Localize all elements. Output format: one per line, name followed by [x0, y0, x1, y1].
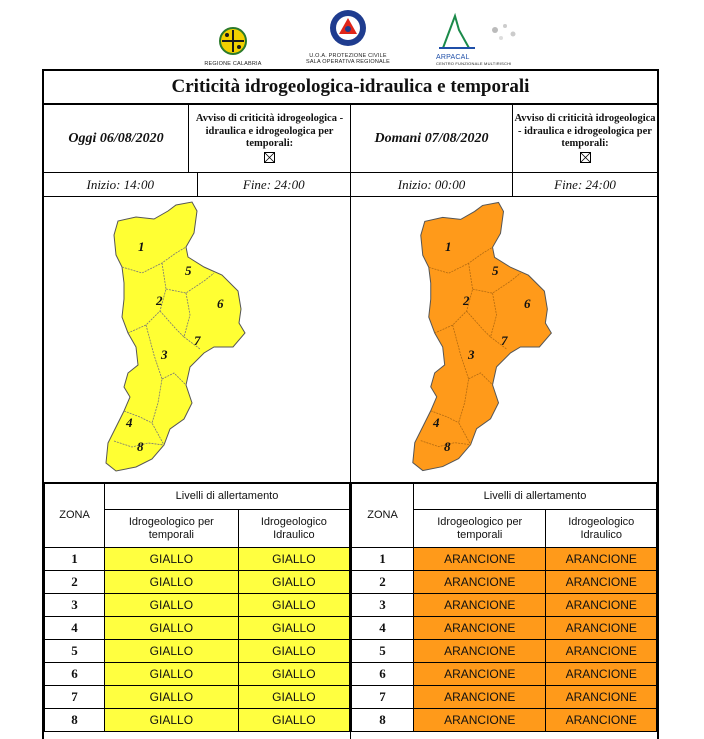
- zone-label-4: 4: [433, 415, 440, 430]
- table-row: [352, 548, 657, 571]
- temporali-level-cell: GIALLO: [105, 594, 239, 617]
- bulletin-card: [42, 69, 659, 739]
- table-row: [45, 617, 350, 640]
- table-row: [45, 571, 350, 594]
- avviso-checkbox-icon: [264, 152, 275, 163]
- fine-time: Fine: 24:00: [242, 176, 305, 192]
- table-row: [45, 594, 350, 617]
- table-row: [352, 686, 657, 709]
- zona-cell: 2: [45, 571, 105, 594]
- arpacal-mountain-icon: [435, 10, 525, 50]
- idraulico-level-cell: GIALLO: [238, 594, 349, 617]
- col-idraulico-header: Idrogeologico Idraulico: [238, 510, 349, 548]
- idraulico-level-cell: ARANCIONE: [546, 663, 657, 686]
- logo-bar: [0, 0, 704, 70]
- idraulico-level-cell: GIALLO: [238, 663, 349, 686]
- alert-table: [351, 483, 657, 732]
- zone-label-5: 5: [492, 263, 499, 278]
- zona-cell: 7: [352, 686, 414, 709]
- temporali-level-cell: GIALLO: [105, 548, 239, 571]
- idraulico-level-cell: ARANCIONE: [546, 594, 657, 617]
- zone-label-3: 3: [161, 347, 168, 362]
- zone-label-3: 3: [468, 347, 475, 362]
- zona-cell: 3: [352, 594, 414, 617]
- arpacal-logo: [430, 10, 530, 67]
- zona-cell: 8: [352, 709, 414, 732]
- zona-cell: 6: [352, 663, 414, 686]
- table-row: [352, 640, 657, 663]
- arpacal-caption: ARPACAL: [436, 54, 470, 61]
- regione-calabria-caption: REGIONE CALABRIA: [204, 61, 262, 67]
- temporali-level-cell: ARANCIONE: [414, 571, 546, 594]
- arpacal-subcaption: CENTRO FUNZIONALE MULTIRISCHI: [436, 61, 512, 66]
- zone-label-7: 7: [194, 333, 201, 348]
- zone-label-7: 7: [501, 333, 508, 348]
- inizio-time: Inizio: 14:00: [44, 173, 198, 196]
- table-row: [352, 594, 657, 617]
- zona-cell: 1: [45, 548, 105, 571]
- bulletin-title: Criticità idrogeologica-idraulica e temporali: [44, 71, 657, 105]
- avviso-box: [189, 105, 350, 172]
- date-label: Domani 07/08/2020: [351, 105, 513, 172]
- idraulico-level-cell: GIALLO: [238, 686, 349, 709]
- avviso-text: Avviso di criticità idrogeologica - idraulica e idrogeologica per temporali:: [514, 113, 656, 149]
- idraulico-level-cell: ARANCIONE: [546, 548, 657, 571]
- protezione-civile-caption-2: SALA OPERATIVA REGIONALE: [305, 59, 391, 65]
- regione-calabria-logo: [200, 26, 266, 67]
- inizio-time: Inizio: 00:00: [351, 173, 513, 196]
- idraulico-level-cell: ARANCIONE: [546, 640, 657, 663]
- date-label: Oggi 06/08/2020: [44, 105, 189, 172]
- regione-calabria-emblem-icon: [218, 26, 248, 56]
- avviso-box: [513, 105, 657, 172]
- day-panel-today: [44, 105, 351, 739]
- temporali-level-cell: ARANCIONE: [414, 709, 546, 732]
- temporali-level-cell: ARANCIONE: [414, 617, 546, 640]
- zona-cell: 4: [352, 617, 414, 640]
- table-row: [352, 663, 657, 686]
- zone-label-1: 1: [138, 239, 145, 254]
- table-row: [352, 709, 657, 732]
- zona-header: ZONA: [45, 484, 105, 548]
- temporali-level-cell: GIALLO: [105, 686, 239, 709]
- zone-label-8: 8: [444, 439, 451, 454]
- temporali-level-cell: ARANCIONE: [414, 548, 546, 571]
- temporali-level-cell: ARANCIONE: [414, 663, 546, 686]
- fine-time: Fine: 24:00: [554, 176, 616, 192]
- avviso-checkbox-icon: [580, 152, 591, 163]
- temporali-level-cell: GIALLO: [105, 709, 239, 732]
- temporali-level-cell: ARANCIONE: [414, 594, 546, 617]
- zone-label-6: 6: [524, 296, 531, 311]
- avviso-text: Avviso di criticità idrogeologica - idraulica e idrogeologica per temporali:: [195, 113, 344, 149]
- zone-label-2: 2: [156, 293, 163, 308]
- table-row: [352, 571, 657, 594]
- protezione-civile-emblem-icon: [326, 8, 370, 48]
- zona-header: ZONA: [352, 484, 414, 548]
- zona-cell: 2: [352, 571, 414, 594]
- zone-label-8: 8: [137, 439, 144, 454]
- temporali-level-cell: GIALLO: [105, 571, 239, 594]
- alert-rows: [45, 548, 350, 732]
- zona-cell: 4: [45, 617, 105, 640]
- zona-cell: 7: [45, 686, 105, 709]
- zona-cell: 8: [45, 709, 105, 732]
- table-row: [45, 709, 350, 732]
- idraulico-level-cell: ARANCIONE: [546, 686, 657, 709]
- zone-label-4: 4: [126, 415, 133, 430]
- zone-label-2: 2: [463, 293, 470, 308]
- temporali-level-cell: ARANCIONE: [414, 686, 546, 709]
- table-row: [45, 686, 350, 709]
- idraulico-level-cell: GIALLO: [238, 640, 349, 663]
- table-row: [352, 617, 657, 640]
- idraulico-level-cell: ARANCIONE: [546, 617, 657, 640]
- idraulico-level-cell: GIALLO: [238, 709, 349, 732]
- levels-header: Livelli di allertamento: [105, 484, 350, 510]
- temporali-level-cell: GIALLO: [105, 663, 239, 686]
- zone-map: [44, 197, 350, 483]
- temporali-level-cell: GIALLO: [105, 617, 239, 640]
- table-row: [45, 663, 350, 686]
- col-temporali-header: Idrogeologico per temporali: [105, 510, 239, 548]
- zone-map: [351, 197, 657, 483]
- day-panel-tomorrow: [351, 105, 657, 739]
- table-row: [45, 640, 350, 663]
- idraulico-level-cell: GIALLO: [238, 548, 349, 571]
- zone-label-1: 1: [445, 239, 452, 254]
- protezione-civile-logo: [296, 8, 400, 65]
- zone-label-5: 5: [185, 263, 192, 278]
- protezione-civile-caption-1: U.O.A. PROTEZIONE CIVILE: [309, 53, 387, 59]
- col-temporali-header: Idrogeologico per temporali: [414, 510, 546, 548]
- alert-table: [44, 483, 350, 732]
- zona-cell: 5: [45, 640, 105, 663]
- zone-label-6: 6: [217, 296, 224, 311]
- levels-header: Livelli di allertamento: [414, 484, 657, 510]
- idraulico-level-cell: GIALLO: [238, 571, 349, 594]
- idraulico-level-cell: GIALLO: [238, 617, 349, 640]
- idraulico-level-cell: ARANCIONE: [546, 709, 657, 732]
- temporali-level-cell: ARANCIONE: [414, 640, 546, 663]
- zona-cell: 6: [45, 663, 105, 686]
- idraulico-level-cell: ARANCIONE: [546, 571, 657, 594]
- zona-cell: 1: [352, 548, 414, 571]
- zona-cell: 3: [45, 594, 105, 617]
- temporali-level-cell: GIALLO: [105, 640, 239, 663]
- alert-rows: [352, 548, 657, 732]
- zona-cell: 5: [352, 640, 414, 663]
- table-row: [45, 548, 350, 571]
- col-idraulico-header: Idrogeologico Idraulico: [546, 510, 657, 548]
